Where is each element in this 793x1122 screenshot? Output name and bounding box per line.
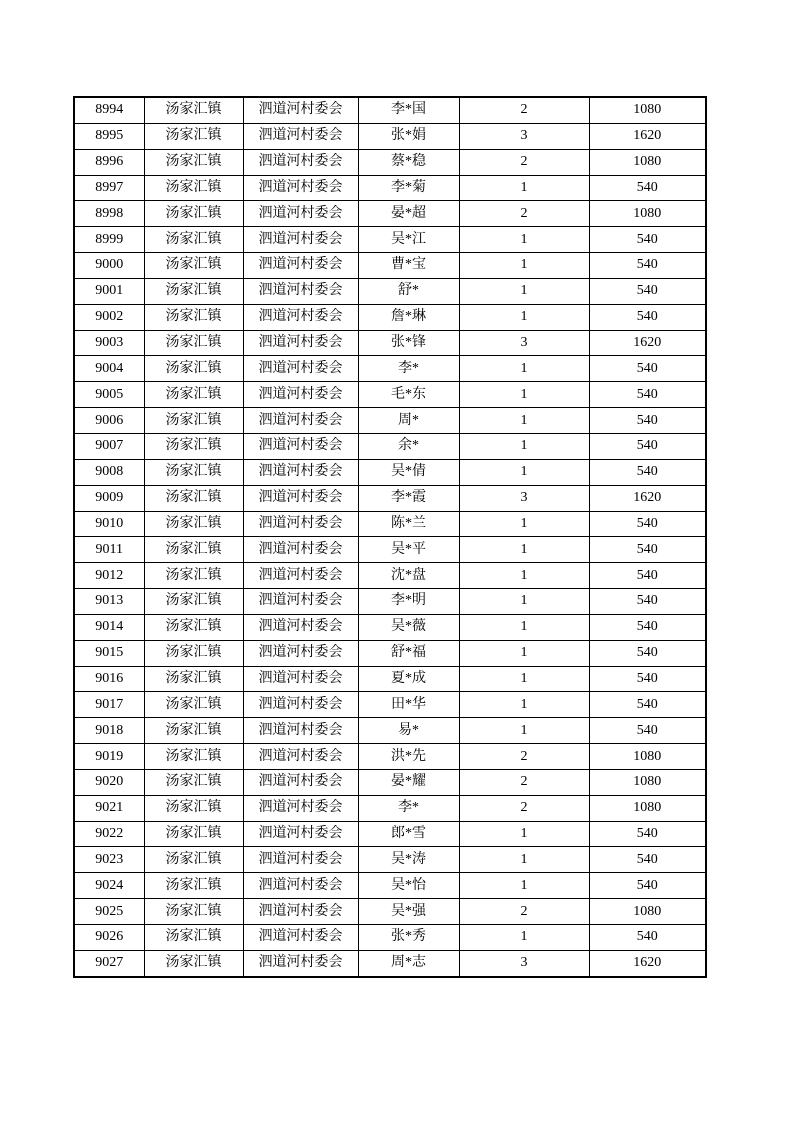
cell-persons: 1 (459, 278, 589, 304)
cell-village: 泗道河村委会 (243, 589, 358, 615)
cell-id: 8998 (74, 201, 144, 227)
cell-amount: 540 (589, 847, 706, 873)
cell-persons: 3 (459, 485, 589, 511)
cell-id: 8995 (74, 123, 144, 149)
table-row (74, 485, 706, 511)
cell-persons: 3 (459, 123, 589, 149)
cell-village: 泗道河村委会 (243, 925, 358, 951)
cell-amount: 540 (589, 692, 706, 718)
cell-id: 8994 (74, 97, 144, 123)
cell-village: 泗道河村委会 (243, 640, 358, 666)
cell-village: 泗道河村委会 (243, 304, 358, 330)
cell-name: 吴*怡 (358, 873, 459, 899)
cell-amount: 540 (589, 511, 706, 537)
cell-town: 汤家汇镇 (144, 769, 243, 795)
subsidy-table (73, 96, 707, 978)
cell-name: 郎*雪 (358, 821, 459, 847)
table-row (74, 950, 706, 976)
table-row (74, 873, 706, 899)
cell-town: 汤家汇镇 (144, 692, 243, 718)
cell-town: 汤家汇镇 (144, 666, 243, 692)
cell-name: 李* (358, 795, 459, 821)
cell-persons: 1 (459, 873, 589, 899)
cell-amount: 540 (589, 253, 706, 279)
cell-persons: 1 (459, 511, 589, 537)
cell-name: 易* (358, 718, 459, 744)
cell-name: 李*菊 (358, 175, 459, 201)
cell-id: 9001 (74, 278, 144, 304)
cell-town: 汤家汇镇 (144, 589, 243, 615)
cell-town: 汤家汇镇 (144, 485, 243, 511)
cell-id: 9015 (74, 640, 144, 666)
cell-town: 汤家汇镇 (144, 614, 243, 640)
cell-persons: 1 (459, 718, 589, 744)
cell-persons: 1 (459, 227, 589, 253)
cell-name: 吴*涛 (358, 847, 459, 873)
cell-amount: 540 (589, 666, 706, 692)
table-row (74, 201, 706, 227)
cell-town: 汤家汇镇 (144, 149, 243, 175)
table-row (74, 330, 706, 356)
table-row (74, 821, 706, 847)
cell-town: 汤家汇镇 (144, 356, 243, 382)
cell-amount: 1080 (589, 899, 706, 925)
cell-town: 汤家汇镇 (144, 175, 243, 201)
cell-name: 舒*福 (358, 640, 459, 666)
cell-name: 沈*盘 (358, 563, 459, 589)
cell-name: 李* (358, 356, 459, 382)
cell-amount: 540 (589, 640, 706, 666)
cell-persons: 3 (459, 330, 589, 356)
cell-town: 汤家汇镇 (144, 640, 243, 666)
cell-name: 田*华 (358, 692, 459, 718)
cell-amount: 540 (589, 925, 706, 951)
cell-id: 9017 (74, 692, 144, 718)
cell-id: 9021 (74, 795, 144, 821)
cell-amount: 1080 (589, 744, 706, 770)
cell-amount: 540 (589, 873, 706, 899)
cell-name: 吴*江 (358, 227, 459, 253)
cell-id: 9018 (74, 718, 144, 744)
cell-village: 泗道河村委会 (243, 227, 358, 253)
cell-village: 泗道河村委会 (243, 795, 358, 821)
cell-town: 汤家汇镇 (144, 925, 243, 951)
cell-village: 泗道河村委会 (243, 201, 358, 227)
cell-amount: 1620 (589, 330, 706, 356)
cell-id: 9013 (74, 589, 144, 615)
cell-village: 泗道河村委会 (243, 356, 358, 382)
cell-village: 泗道河村委会 (243, 873, 358, 899)
cell-name: 李*国 (358, 97, 459, 123)
cell-persons: 2 (459, 744, 589, 770)
cell-village: 泗道河村委会 (243, 330, 358, 356)
cell-town: 汤家汇镇 (144, 278, 243, 304)
cell-village: 泗道河村委会 (243, 253, 358, 279)
table-row (74, 175, 706, 201)
table-row (74, 253, 706, 279)
cell-name: 李*明 (358, 589, 459, 615)
cell-town: 汤家汇镇 (144, 795, 243, 821)
cell-persons: 3 (459, 950, 589, 976)
cell-persons: 1 (459, 640, 589, 666)
table-row (74, 614, 706, 640)
cell-id: 9009 (74, 485, 144, 511)
table-body (74, 97, 706, 977)
cell-village: 泗道河村委会 (243, 744, 358, 770)
cell-name: 张*锋 (358, 330, 459, 356)
cell-persons: 2 (459, 149, 589, 175)
table-row (74, 97, 706, 123)
cell-id: 9006 (74, 408, 144, 434)
cell-town: 汤家汇镇 (144, 408, 243, 434)
cell-town: 汤家汇镇 (144, 433, 243, 459)
cell-name: 曹*宝 (358, 253, 459, 279)
cell-town: 汤家汇镇 (144, 899, 243, 925)
cell-town: 汤家汇镇 (144, 253, 243, 279)
cell-town: 汤家汇镇 (144, 821, 243, 847)
cell-name: 张*娟 (358, 123, 459, 149)
cell-amount: 540 (589, 821, 706, 847)
cell-name: 吴*倩 (358, 459, 459, 485)
cell-amount: 540 (589, 614, 706, 640)
table-row (74, 304, 706, 330)
cell-village: 泗道河村委会 (243, 614, 358, 640)
cell-village: 泗道河村委会 (243, 278, 358, 304)
cell-id: 8996 (74, 149, 144, 175)
cell-village: 泗道河村委会 (243, 97, 358, 123)
cell-name: 张*秀 (358, 925, 459, 951)
cell-id: 9004 (74, 356, 144, 382)
cell-persons: 1 (459, 356, 589, 382)
cell-village: 泗道河村委会 (243, 950, 358, 976)
table-row (74, 847, 706, 873)
cell-village: 泗道河村委会 (243, 459, 358, 485)
cell-name: 夏*成 (358, 666, 459, 692)
cell-persons: 1 (459, 692, 589, 718)
table-row (74, 227, 706, 253)
cell-persons: 2 (459, 201, 589, 227)
cell-name: 晏*耀 (358, 769, 459, 795)
cell-name: 李*霞 (358, 485, 459, 511)
cell-name: 詹*琳 (358, 304, 459, 330)
cell-amount: 1620 (589, 123, 706, 149)
cell-amount: 540 (589, 589, 706, 615)
cell-amount: 540 (589, 408, 706, 434)
cell-amount: 540 (589, 278, 706, 304)
cell-village: 泗道河村委会 (243, 563, 358, 589)
cell-town: 汤家汇镇 (144, 227, 243, 253)
cell-name: 蔡*稳 (358, 149, 459, 175)
cell-amount: 1620 (589, 485, 706, 511)
cell-persons: 1 (459, 925, 589, 951)
table-row (74, 692, 706, 718)
cell-name: 吴*薇 (358, 614, 459, 640)
table-row (74, 640, 706, 666)
cell-persons: 1 (459, 408, 589, 434)
cell-village: 泗道河村委会 (243, 149, 358, 175)
cell-name: 毛*东 (358, 382, 459, 408)
cell-town: 汤家汇镇 (144, 123, 243, 149)
cell-amount: 540 (589, 304, 706, 330)
table-row (74, 899, 706, 925)
cell-persons: 1 (459, 589, 589, 615)
cell-id: 9003 (74, 330, 144, 356)
cell-amount: 1080 (589, 201, 706, 227)
cell-village: 泗道河村委会 (243, 692, 358, 718)
cell-persons: 1 (459, 563, 589, 589)
cell-id: 9007 (74, 433, 144, 459)
cell-id: 9016 (74, 666, 144, 692)
cell-id: 9011 (74, 537, 144, 563)
table-row (74, 433, 706, 459)
table-row (74, 718, 706, 744)
cell-id: 8997 (74, 175, 144, 201)
table-row (74, 744, 706, 770)
cell-amount: 1080 (589, 769, 706, 795)
cell-id: 9024 (74, 873, 144, 899)
cell-id: 9005 (74, 382, 144, 408)
cell-name: 陈*兰 (358, 511, 459, 537)
table-row (74, 666, 706, 692)
cell-village: 泗道河村委会 (243, 666, 358, 692)
cell-persons: 2 (459, 97, 589, 123)
cell-persons: 1 (459, 459, 589, 485)
cell-id: 9022 (74, 821, 144, 847)
cell-id: 9019 (74, 744, 144, 770)
cell-name: 洪*先 (358, 744, 459, 770)
cell-amount: 540 (589, 718, 706, 744)
cell-town: 汤家汇镇 (144, 744, 243, 770)
cell-id: 9014 (74, 614, 144, 640)
table-row (74, 149, 706, 175)
cell-persons: 1 (459, 253, 589, 279)
cell-town: 汤家汇镇 (144, 511, 243, 537)
cell-village: 泗道河村委会 (243, 821, 358, 847)
cell-persons: 1 (459, 821, 589, 847)
cell-village: 泗道河村委会 (243, 537, 358, 563)
cell-name: 周*志 (358, 950, 459, 976)
cell-id: 9025 (74, 899, 144, 925)
cell-town: 汤家汇镇 (144, 201, 243, 227)
cell-village: 泗道河村委会 (243, 382, 358, 408)
cell-id: 9027 (74, 950, 144, 976)
cell-persons: 1 (459, 433, 589, 459)
cell-village: 泗道河村委会 (243, 769, 358, 795)
cell-name: 余* (358, 433, 459, 459)
cell-name: 吴*强 (358, 899, 459, 925)
cell-village: 泗道河村委会 (243, 847, 358, 873)
cell-amount: 1080 (589, 149, 706, 175)
cell-amount: 540 (589, 563, 706, 589)
cell-amount: 540 (589, 382, 706, 408)
cell-amount: 1080 (589, 97, 706, 123)
cell-id: 9026 (74, 925, 144, 951)
cell-amount: 1080 (589, 795, 706, 821)
cell-persons: 2 (459, 769, 589, 795)
cell-amount: 540 (589, 356, 706, 382)
table-row (74, 408, 706, 434)
cell-town: 汤家汇镇 (144, 950, 243, 976)
cell-amount: 540 (589, 433, 706, 459)
cell-village: 泗道河村委会 (243, 408, 358, 434)
table-row (74, 563, 706, 589)
cell-village: 泗道河村委会 (243, 175, 358, 201)
cell-id: 9020 (74, 769, 144, 795)
table-row (74, 459, 706, 485)
cell-name: 周* (358, 408, 459, 434)
cell-town: 汤家汇镇 (144, 537, 243, 563)
cell-village: 泗道河村委会 (243, 123, 358, 149)
table-row (74, 537, 706, 563)
cell-id: 9012 (74, 563, 144, 589)
cell-name: 晏*超 (358, 201, 459, 227)
cell-name: 吴*平 (358, 537, 459, 563)
cell-persons: 2 (459, 795, 589, 821)
cell-village: 泗道河村委会 (243, 718, 358, 744)
cell-town: 汤家汇镇 (144, 873, 243, 899)
table-row (74, 511, 706, 537)
table-row (74, 278, 706, 304)
cell-amount: 540 (589, 227, 706, 253)
cell-id: 9008 (74, 459, 144, 485)
cell-id: 9000 (74, 253, 144, 279)
cell-id: 9023 (74, 847, 144, 873)
cell-village: 泗道河村委会 (243, 485, 358, 511)
cell-name: 舒* (358, 278, 459, 304)
cell-village: 泗道河村委会 (243, 899, 358, 925)
cell-persons: 2 (459, 899, 589, 925)
cell-persons: 1 (459, 304, 589, 330)
table-row (74, 769, 706, 795)
cell-persons: 1 (459, 382, 589, 408)
cell-town: 汤家汇镇 (144, 97, 243, 123)
cell-town: 汤家汇镇 (144, 563, 243, 589)
cell-persons: 1 (459, 537, 589, 563)
cell-amount: 540 (589, 175, 706, 201)
cell-town: 汤家汇镇 (144, 382, 243, 408)
table-row (74, 123, 706, 149)
cell-amount: 540 (589, 459, 706, 485)
table-row (74, 356, 706, 382)
cell-amount: 540 (589, 537, 706, 563)
cell-persons: 1 (459, 175, 589, 201)
cell-id: 9010 (74, 511, 144, 537)
cell-id: 9002 (74, 304, 144, 330)
table-row (74, 795, 706, 821)
cell-persons: 1 (459, 666, 589, 692)
table-row (74, 925, 706, 951)
cell-persons: 1 (459, 847, 589, 873)
cell-village: 泗道河村委会 (243, 511, 358, 537)
table-row (74, 382, 706, 408)
cell-id: 8999 (74, 227, 144, 253)
cell-town: 汤家汇镇 (144, 330, 243, 356)
table-row (74, 589, 706, 615)
cell-persons: 1 (459, 614, 589, 640)
cell-amount: 1620 (589, 950, 706, 976)
cell-village: 泗道河村委会 (243, 433, 358, 459)
cell-town: 汤家汇镇 (144, 304, 243, 330)
cell-town: 汤家汇镇 (144, 847, 243, 873)
cell-town: 汤家汇镇 (144, 459, 243, 485)
cell-town: 汤家汇镇 (144, 718, 243, 744)
